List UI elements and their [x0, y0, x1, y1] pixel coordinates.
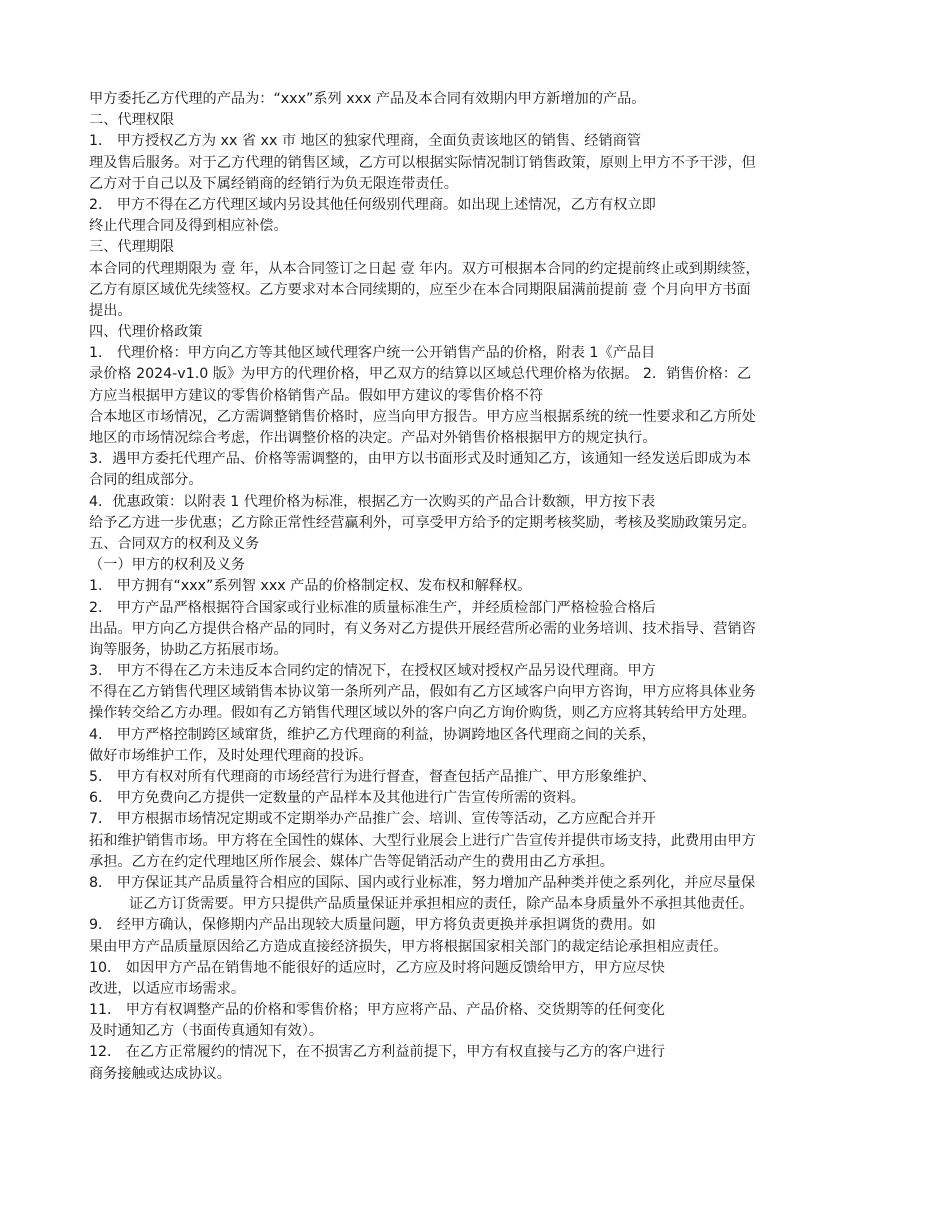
text-line: 7． 甲方根据市场情况定期或不定期举办产品推广会、培训、宣传等活动，乙方应配合并开 [89, 811, 656, 828]
text-line: 录价格 2024-v1.0 版》为甲方的代理价格，甲乙双方的结算以区域总代理价格为依据。 2．销售价格：乙 [89, 366, 752, 383]
section-heading: 二、代理权限 [89, 112, 175, 129]
text-line: 商务接触或达成协议。 [89, 1065, 231, 1082]
section-heading: 四、代理价格政策 [89, 324, 203, 341]
text-line: 4．优惠政策：以附表 1 代理价格为标准，根据乙方一次购买的产品合计数额，甲方按下表 [89, 493, 656, 510]
text-line: 2． 甲方不得在乙方代理区域内另设其他任何级别代理商。如出现上述情况，乙方有权立即 [89, 196, 656, 213]
text-line: 1． 甲方拥有“xxx”系列智 xxx 产品的价格制定权、发布权和解释权。 [89, 578, 532, 595]
text-line: 3．遇甲方委托代理产品、价格等需调整的，由甲方以书面形式及时通知乙方，该通知一经发送后即成为本 [89, 451, 751, 468]
text-line: 3． 甲方不得在乙方未违反本合同约定的情况下，在授权区域对授权产品另设代理商。甲方 [89, 663, 656, 680]
text-line: 终止代理合同及得到相应补偿。 [89, 218, 288, 235]
text-line: 8． 甲方保证其产品质量符合相应的国际、国内或行业标准，努力增加产品种类并使之系列化，并应尽量保 [89, 874, 756, 891]
text-line: 10． 如因甲方产品在销售地不能很好的适应时，乙方应及时将问题反馈给甲方，甲方应尽快 [89, 959, 665, 976]
text-line: 1． 代理价格：甲方向乙方等其他区域代理客户统一公开销售产品的价格，附表 1《产品目 [89, 345, 656, 362]
text-line: 合本地区市场情况，乙方需调整销售价格时，应当向甲方报告。甲方应当根据系统的统一性要求和乙方所处 [89, 408, 756, 425]
text-line: 提出。 [89, 302, 132, 319]
section-heading: 三、代理期限 [89, 239, 175, 256]
text-line: 承担。乙方在约定代理地区所作展会、媒体广告等促销活动产生的费用由乙方承担。 [89, 853, 614, 870]
text-line: 甲方委托乙方代理的产品为：“xxx”系列 xxx 产品及本合同有效期内甲方新增加的产品。 [89, 91, 646, 107]
text-line: 改进，以适应市场需求。 [89, 980, 246, 997]
text-line: 理及售后服务。对于乙方代理的销售区域，乙方可以根据实际情况制订销售政策，原则上甲方不予干涉，但 [89, 154, 756, 171]
text-line: 及时通知乙方（书面传真通知有效）。 [89, 1023, 324, 1040]
text-line: 1． 甲方授权乙方为 xx 省 xx 市 地区的独家代理商，全面负责该地区的销售、经销商管 [89, 133, 642, 150]
text-line: 操作转交给乙方办理。假如有乙方销售代理区域以外的客户向乙方询价购货，则乙方应将其转给甲方处理。 [89, 705, 756, 722]
text-line: 5． 甲方有权对所有代理商的市场经营行为进行督查，督查包括产品推广、甲方形象维护、 [89, 769, 656, 785]
text-line: 本合同的代理期限为 壹 年，从本合同签订之日起 壹 年内。双方可根据本合同的约定提前终止或到期续签， [89, 260, 760, 277]
text-line: 不得在乙方销售代理区域销售本协议第一条所列产品，假如有乙方区域客户向甲方咨询，甲方应将具体业务 [89, 684, 756, 701]
text-line: 6． 甲方免费向乙方提供一定数量的产品样本及其他进行广告宣传所需的资料。 [89, 790, 585, 807]
text-line: 合同的组成部分。 [89, 472, 203, 489]
text-line: 询等服务，协助乙方拓展市场。 [89, 641, 288, 658]
text-line: 做好市场维护工作，及时处理代理商的投诉。 [89, 747, 373, 764]
text-line: 12． 在乙方正常履约的情况下，在不损害乙方利益前提下，甲方有权直接与乙方的客户进行 [89, 1044, 665, 1061]
text-line: 4． 甲方严格控制跨区域窜货，维护乙方代理商的利益，协调跨地区各代理商之间的关系， [89, 726, 656, 743]
text-line: 乙方有原区域优先续签权。乙方要求对本合同续期的，应至少在本合同期限届满前提前 壹 个月向甲方书面 [89, 281, 751, 298]
text-line: 果由甲方产品质量原因给乙方造成直接经济损失，甲方将根据国家相关部门的裁定结论承担相应责任。 [89, 938, 728, 955]
section-heading: 五、合同双方的权利及义务 [89, 535, 260, 552]
text-line: 11． 甲方有权调整产品的价格和零售价格；甲方应将产品、产品价格、交货期等的任何变化 [89, 1002, 665, 1019]
text-line: 方应当根据甲方建议的零售价格销售产品。假如甲方建议的零售价格不符 [89, 387, 544, 404]
text-line: 地区的市场情况综合考虑，作出调整价格的决定。产品对外销售价格根据甲方的规定执行。 [89, 430, 657, 446]
text-line: 9． 经甲方确认，保修期内产品出现较大质量问题，甲方将负责更换并承担调货的费用。如 [89, 917, 656, 934]
text-line: 2． 甲方产品严格根据符合国家或行业标准的质量标准生产，并经质检部门严格检验合格后 [89, 599, 656, 616]
text-line: 出品。甲方向乙方提供合格产品的同时，有义务对乙方提供开展经营所必需的业务培训、技术指导、营销咨 [89, 620, 756, 637]
contract-document [89, 89, 864, 1085]
text-line: 乙方对于自己以及下属经销商的经销行为负无限连带责任。 [89, 175, 458, 192]
subsection-heading: （一）甲方的权利及义务 [89, 557, 246, 574]
text-line-indented: 证乙方订货需要。甲方只提供产品质量保证并承担相应的责任，除产品本身质量外不承担其他责任。 [129, 896, 754, 913]
text-line: 给予乙方进一步优惠；乙方除正常性经营赢利外，可享受甲方给予的定期考核奖励，考核及奖励政策另定。 [89, 514, 756, 531]
text-line: 拓和维护销售市场。甲方将在全国性的媒体、大型行业展会上进行广告宣传并提供市场支持，此费用由甲方 [89, 832, 756, 849]
